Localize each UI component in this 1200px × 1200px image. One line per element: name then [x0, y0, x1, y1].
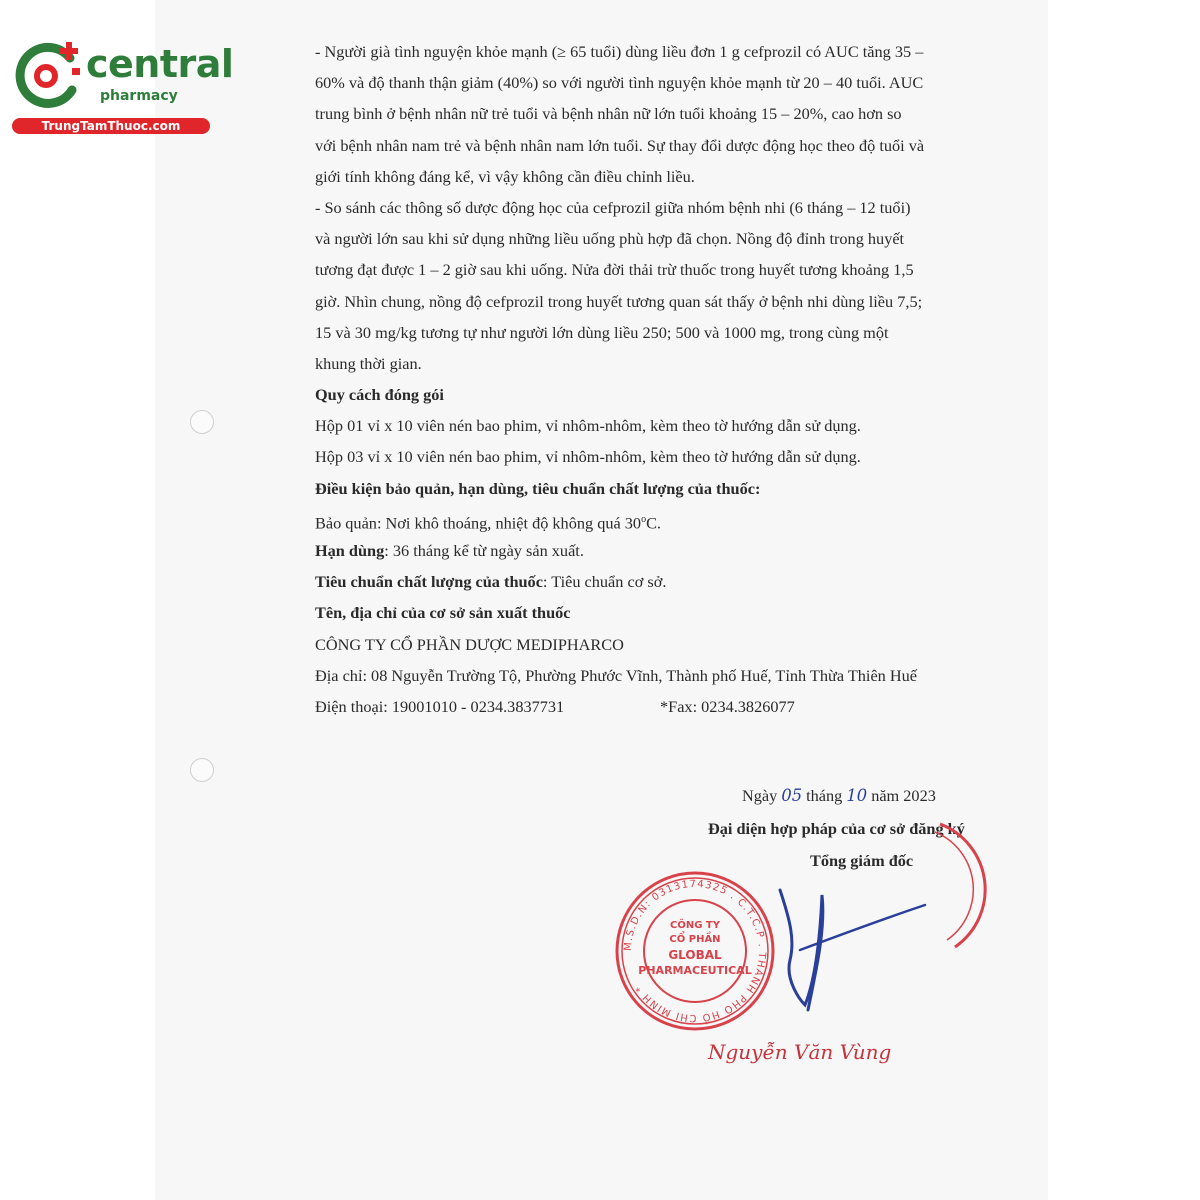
body-line: Hộp 01 vỉ x 10 viên nén bao phim, vỉ nhôm-nhôm, kèm theo tờ hướng dẫn sử dụng.	[315, 416, 861, 436]
date-month-word: tháng	[806, 786, 843, 805]
signer-name: Nguyễn Văn Vùng	[708, 1040, 892, 1064]
section-heading: Quy cách đóng gói	[315, 385, 444, 405]
quality-value: : Tiêu chuẩn cơ sở.	[542, 572, 667, 592]
manufacturer-contact	[315, 691, 1005, 722]
shelf-life-line	[315, 535, 1005, 566]
date-month: 10	[846, 786, 868, 805]
body-line: giới tính không đáng kể, vì vậy không cần điều chỉnh liều.	[315, 166, 695, 186]
manufacturer-fax: *Fax: 0234.3826077	[660, 696, 795, 716]
storage-text: Bảo quản: Nơi khô thoáng, nhiệt độ không quá 30	[315, 513, 642, 533]
manufacturer-company: CÔNG TY CỔ PHẦN DƯỢC MEDIPHARCO	[315, 634, 624, 654]
storage-line	[315, 504, 1005, 535]
body-line: và người lớn sau khi sử dụng những liều uống phù hợp đã chọn. Nồng độ đỉnh trong huyết	[315, 229, 905, 249]
body-line: - Người già tình nguyện khỏe mạnh (≥ 65 tuổi) dùng liều đơn 1 g cefprozil có AUC tăng 35 –	[315, 42, 924, 61]
shelf-life-value: : 36 tháng kể từ ngày sản xuất.	[384, 541, 584, 560]
body-lines	[315, 36, 1005, 504]
svg-text:M.S.D.N: 0313174325 . C.T.C.P: M.S.D.N: 0313174325 . C.T.C.P . THÀNH PHỐ HỒ CHÍ MINH *	[622, 878, 768, 1024]
punch-hole-top	[190, 410, 214, 434]
svg-text:GLOBAL: GLOBAL	[668, 948, 722, 962]
storage-suffix: C.	[646, 513, 661, 533]
handwritten-signature-icon	[760, 880, 930, 1020]
quality-label: Tiêu chuẩn chất lượng của thuốc	[315, 572, 543, 592]
manufacturer-address: Địa chỉ: 08 Nguyễn Trường Tộ, Phường Phước Vĩnh, Thành phố Huế, Tỉnh Thừa Thiên Huế	[315, 665, 918, 685]
svg-text:PHARMACEUTICAL: PHARMACEUTICAL	[638, 964, 752, 977]
quality-line	[315, 566, 1005, 597]
svg-text:CỔ PHẦN: CỔ PHẦN	[669, 934, 721, 945]
body-line: với bệnh nhân nam trẻ và bệnh nhân nam lớn tuổi. Sự thay đổi dược động học theo độ tuổi và	[315, 135, 925, 155]
section-heading: Điều kiện bảo quản, hạn dùng, tiêu chuẩn chất lượng của thuốc:	[315, 478, 761, 498]
body-line: 60% và độ thanh thận giảm (40%) so với người tình nguyện khỏe mạnh từ 20 – 40 tuổi. AUC	[315, 73, 924, 93]
body-line: - So sánh các thông số dược động học của cefprozil giữa nhóm bệnh nhi (6 tháng – 12 tuổi)	[315, 197, 911, 217]
body-line: trung bình ở bệnh nhân nữ trẻ tuổi và bệnh nhân nữ lớn tuổi khoảng 15 – 20%, cao hơn so	[315, 104, 902, 124]
date-prefix: Ngày	[742, 786, 778, 805]
manufacturer-heading: Tên, địa chỉ của cơ sở sản xuất thuốc	[315, 603, 571, 623]
punch-hole-bottom	[190, 758, 214, 782]
company-stamp-icon	[612, 868, 778, 1034]
date-day: 05	[781, 786, 803, 805]
logo-name: central	[86, 42, 234, 86]
signature-date	[742, 780, 936, 811]
body-line: Hộp 03 vỉ x 10 viên nén bao phim, vỉ nhôm-nhôm, kèm theo tờ hướng dẫn sử dụng.	[315, 447, 861, 467]
logo-c-cross-icon	[12, 38, 88, 114]
logo-subtitle: pharmacy	[100, 88, 178, 104]
signature-title-director: Tổng giám đốc	[810, 851, 914, 870]
document-body	[315, 36, 1005, 722]
body-line: giờ. Nhìn chung, nồng độ cefprozil trong huyết tương quan sát thấy ở bệnh nhi dùng liều 7,5;	[315, 291, 923, 311]
manufacturer-phone: Điện thoại: 19001010 - 0234.3837731	[315, 696, 565, 716]
body-line: 15 và 30 mg/kg tương tự như người lớn dùng liều 250; 500 và 1000 mg, trong cùng một	[315, 322, 889, 342]
degree-sup: o	[641, 513, 647, 525]
date-year: năm 2023	[871, 786, 936, 805]
body-line: khung thời gian.	[315, 353, 422, 373]
shelf-life-label: Hạn dùng	[315, 541, 385, 560]
signature-title-representative: Đại diện hợp pháp của cơ sở đăng ký	[708, 819, 965, 838]
svg-text:CÔNG TY: CÔNG TY	[670, 920, 720, 931]
body-line: tương đạt được 1 – 2 giờ sau khi uống. Nửa đời thải trừ thuốc trong huyết tương khoảng 1,5	[315, 260, 914, 280]
central-pharmacy-logo	[12, 38, 234, 138]
partial-stamp-icon	[935, 822, 995, 952]
logo-website: TrungTamThuoc.com	[12, 118, 210, 134]
